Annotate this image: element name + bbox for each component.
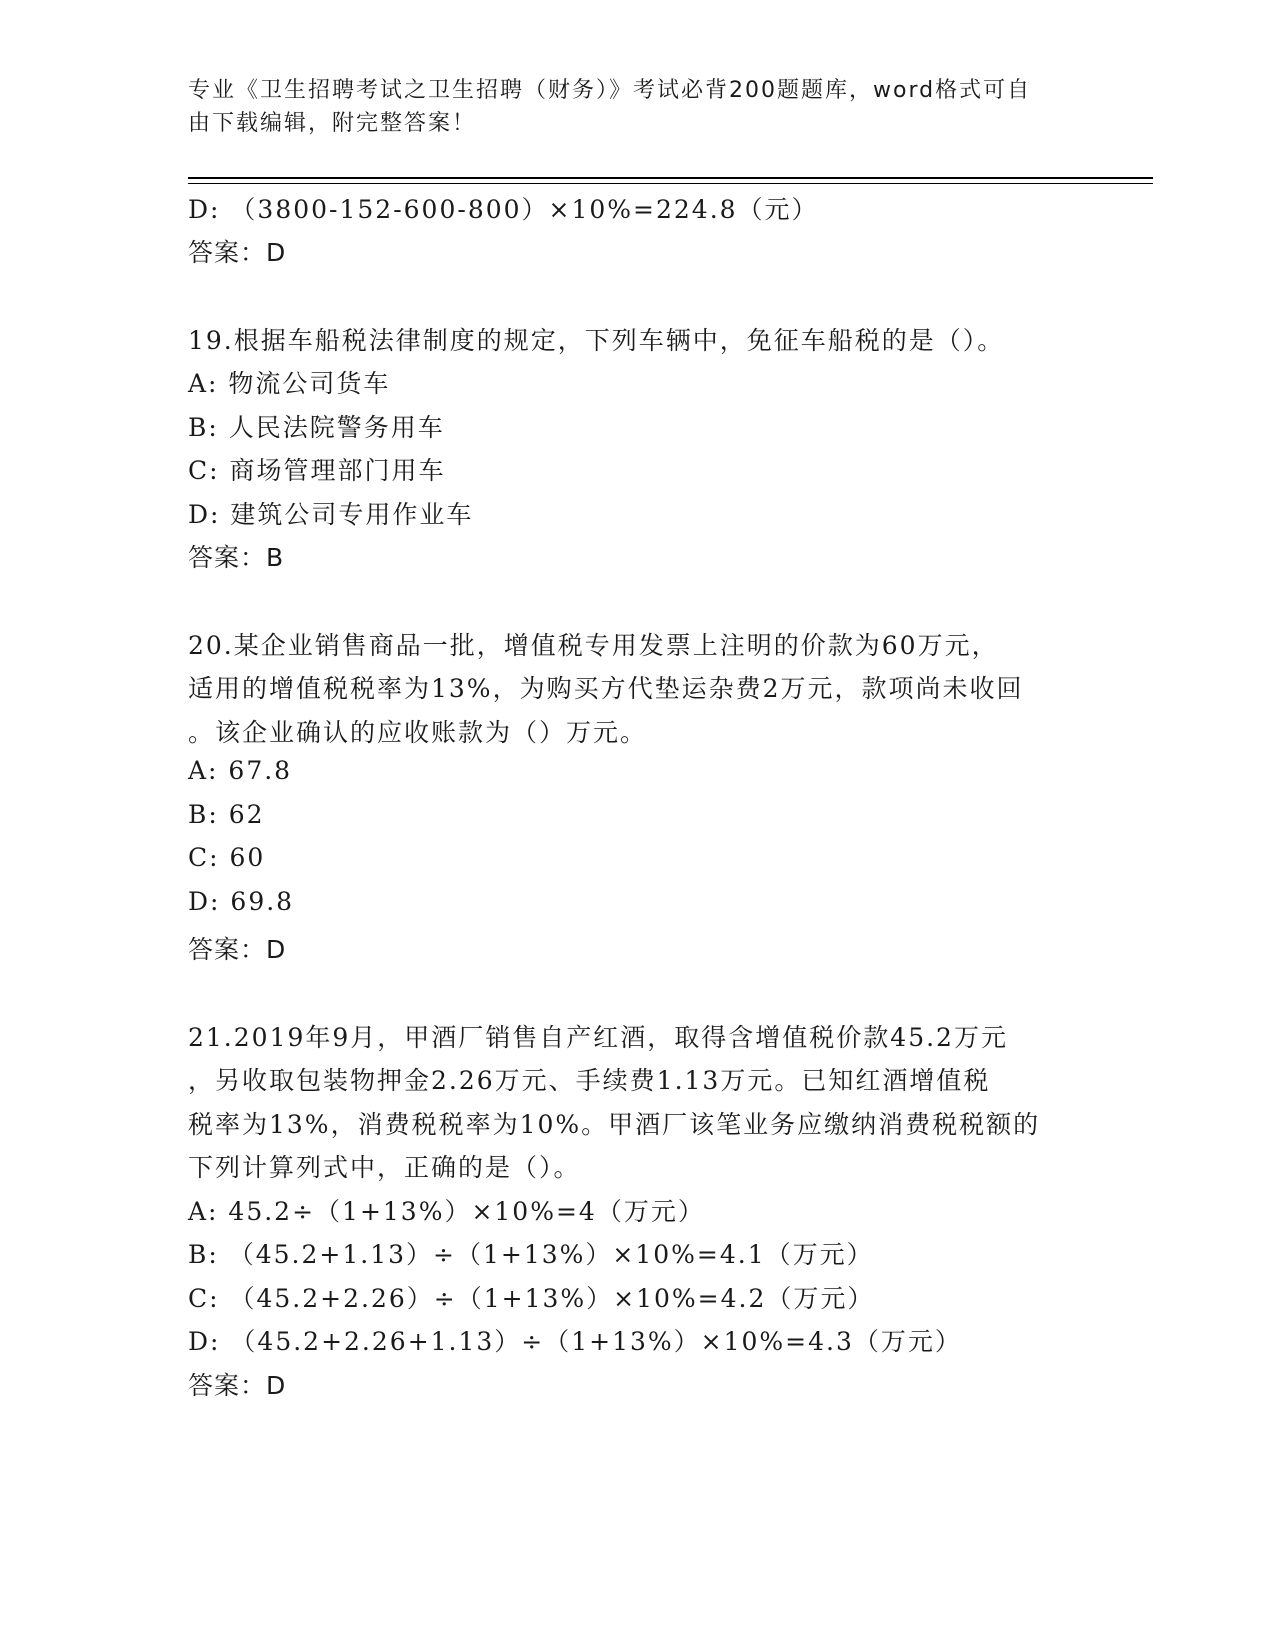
q19-answer: 答案：B bbox=[188, 543, 285, 572]
q21-stem-line-3: 税率为13%，消费税税率为10%。甲酒厂该笔业务应缴纳消费税税额的 bbox=[188, 1110, 1041, 1139]
q21-stem-line-2: ，另收取包装物押金2.26万元、手续费1.13万元。已知红酒增值税 bbox=[188, 1066, 991, 1095]
q19-option-d: D: 建筑公司专用作业车 bbox=[188, 500, 474, 529]
q21-option-b: B: （45.2+1.13）÷（1+13%）×10%=4.1（万元） bbox=[188, 1240, 874, 1269]
header-rule-thick bbox=[188, 177, 1153, 179]
header-rule-thin bbox=[188, 183, 1153, 184]
q21-option-d: D: （45.2+2.26+1.13）÷（1+13%）×10%=4.3（万元） bbox=[188, 1327, 962, 1356]
q19-option-c: C: 商场管理部门用车 bbox=[188, 456, 446, 485]
q19-option-b: B: 人民法院警务用车 bbox=[188, 413, 445, 442]
q19-option-a: A: 物流公司货车 bbox=[188, 369, 391, 398]
q21-stem-line-4: 下列计算列式中，正确的是（）。 bbox=[188, 1153, 581, 1182]
q20-option-b: B: 62 bbox=[188, 800, 265, 829]
prev-option-d: D: （3800-152-600-800）×10%=224.8（元） bbox=[188, 195, 819, 224]
document-header bbox=[188, 74, 1088, 140]
q21-option-a: A: 45.2÷（1+13%）×10%=4（万元） bbox=[188, 1197, 705, 1226]
q20-option-a: A: 67.8 bbox=[188, 756, 293, 785]
q20-answer: 答案：D bbox=[188, 935, 287, 964]
header-line-1: 专业《卫生招聘考试之卫生招聘（财务）》考试必背200题题库，word格式可自 bbox=[188, 78, 1032, 103]
q21-stem-line-1: 21.2019年9月，甲酒厂销售自产红酒，取得含增值税价款45.2万元 bbox=[188, 1023, 1008, 1052]
q21-option-c: C: （45.2+2.26）÷（1+13%）×10%=4.2（万元） bbox=[188, 1284, 875, 1313]
prev-answer: 答案：D bbox=[188, 238, 287, 267]
q20-option-d: D: 69.8 bbox=[188, 887, 295, 916]
q20-stem-line-1: 20.某企业销售商品一批，增值税专用发票上注明的价款为60万元， bbox=[188, 631, 999, 660]
header-line-2: 由下载编辑，附完整答案！ bbox=[188, 111, 477, 136]
q21-answer: 答案：D bbox=[188, 1371, 287, 1400]
q20-stem-line-2: 适用的增值税税率为13%，为购买方代垫运杂费2万元，款项尚未收回 bbox=[188, 674, 1024, 703]
q19-stem: 19.根据车船税法律制度的规定，下列车辆中，免征车船税的是（）。 bbox=[188, 326, 1005, 355]
q20-stem-line-3: 。该企业确认的应收账款为（）万元。 bbox=[188, 718, 648, 747]
q20-option-c: C: 60 bbox=[188, 843, 266, 872]
